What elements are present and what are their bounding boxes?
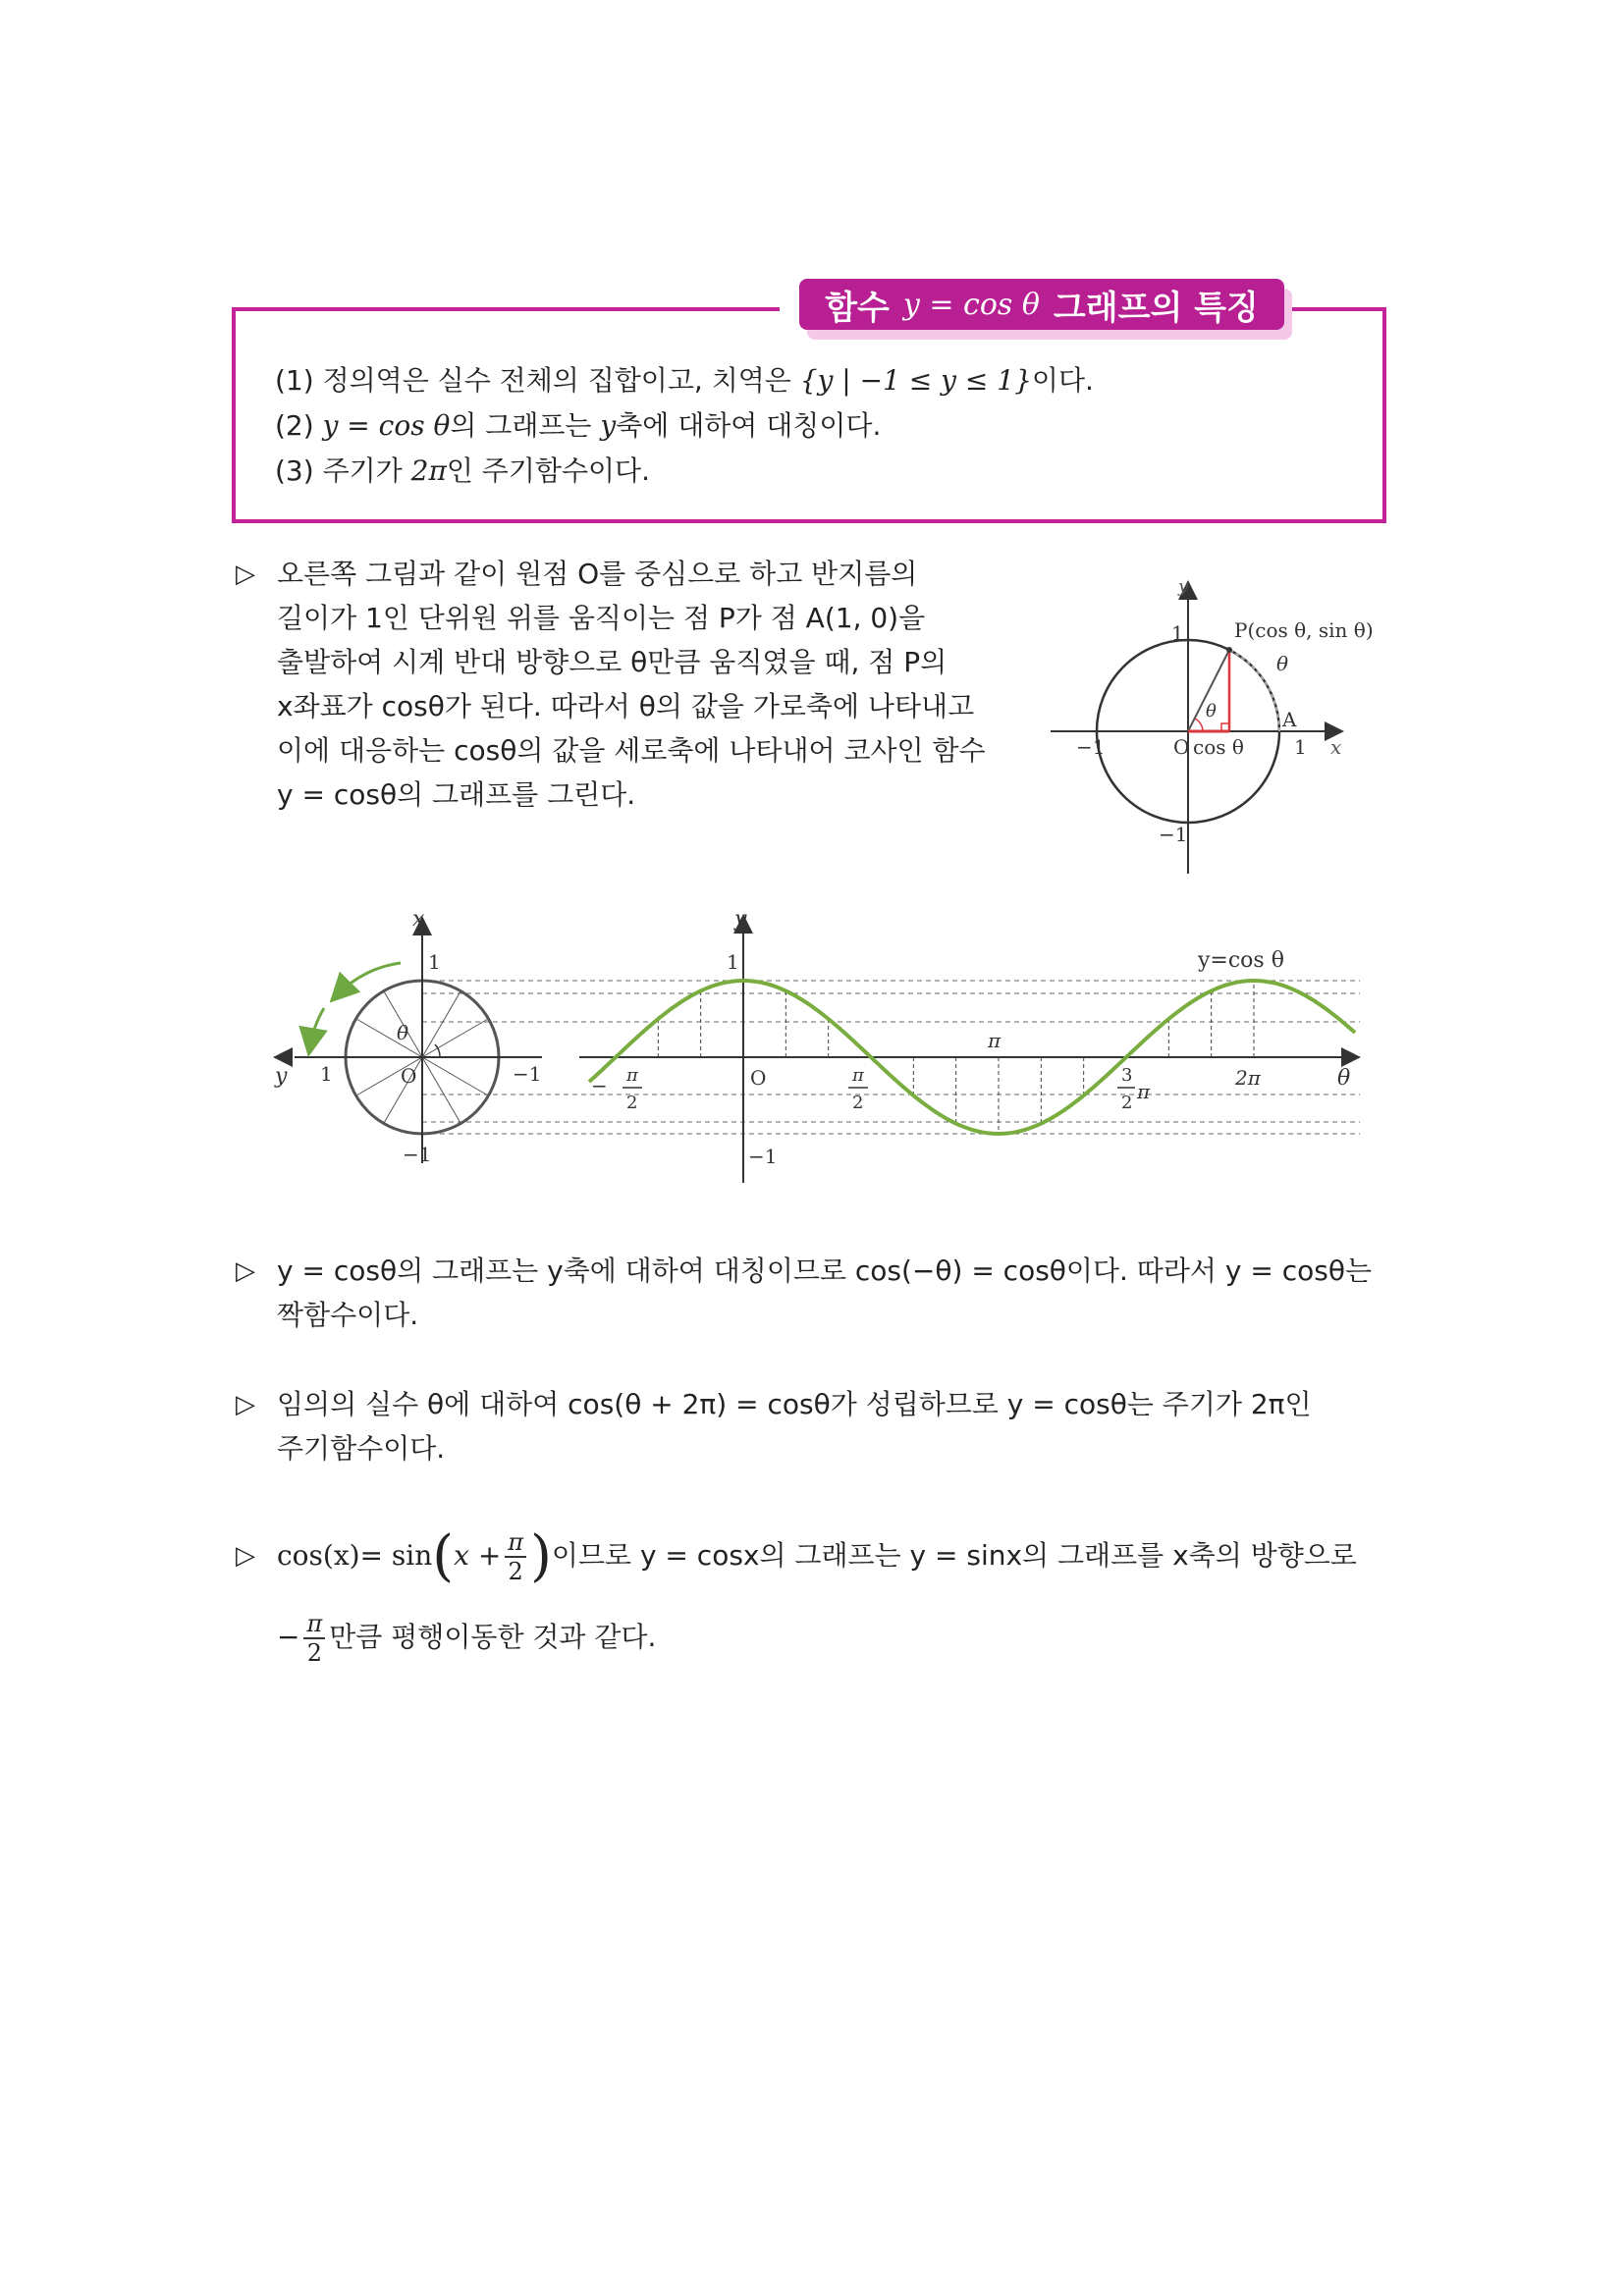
rotation-arrow-1: [338, 963, 401, 994]
circle-x-label: x: [412, 907, 425, 932]
circle-origin: O: [401, 1064, 417, 1088]
explanation-line-2: 길이가 1인 단위원 위를 움직이는 점 P가 점 A(1, 0)을: [277, 602, 926, 634]
circle-one-left: 1: [320, 1062, 333, 1086]
uc-point-label: P(cos θ, sin θ): [1234, 618, 1374, 642]
curve-label: y=cos θ: [1198, 948, 1284, 973]
circle-one-top: 1: [428, 950, 441, 974]
explanation-line-1: 오른쪽 그림과 같이 원점 O를 중심으로 하고 반지름의: [277, 558, 918, 590]
main-neg-one: −1: [748, 1145, 778, 1168]
tick-two-pi: 2π: [1235, 1066, 1261, 1090]
remark2-line1: 임의의 실수 θ에 대하여 cos(θ + 2π) = cosθ가 성립하므로 y = cosθ는 주기가 2π인: [277, 1388, 1312, 1420]
uc-theta-inner: θ: [1206, 701, 1217, 721]
circle-neg-one-bottom: −1: [403, 1143, 432, 1166]
arc-theta: [1229, 650, 1279, 731]
remark3-line2: − $\frac{\pi}{2}$ 만큼 평행이동한 것과 같다.: [277, 1610, 657, 1667]
uc-one-right: 1: [1294, 735, 1307, 759]
title-equation: y = cos θ: [902, 287, 1040, 322]
angle-arc: [1195, 719, 1203, 731]
uc-origin: O: [1173, 735, 1190, 759]
explanation-line-6: y = cosθ의 그래프를 그린다.: [277, 778, 636, 811]
uc-theta-outer: θ: [1276, 652, 1289, 675]
tick-neg-half-pi-den: 2: [626, 1093, 638, 1113]
explanation-line-5: 이에 대응하는 cosθ의 값을 세로축에 나타내어 코사인 함수: [277, 734, 986, 767]
uc-x-label: x: [1330, 735, 1342, 759]
bullet-icon-4: ▷: [236, 1541, 255, 1571]
circle-y-label: y: [275, 1064, 288, 1089]
title-prefix: 함수: [825, 288, 890, 328]
tick-neg-half-pi-num: π: [626, 1065, 638, 1086]
uc-one-top: 1: [1171, 621, 1184, 645]
remark3-frac-2: $\frac{\pi}{2}$: [303, 1610, 325, 1667]
main-one: 1: [727, 950, 739, 974]
explanation-line-4: x좌표가 cosθ가 된다. 따라서 θ의 값을 가로축에 나타내고: [277, 690, 975, 722]
tick-3-half-pi-den: 2: [1121, 1093, 1133, 1113]
property-2: (2) y = cos θ의 그래프는 y축에 대하여 대칭이다.: [275, 409, 882, 442]
uc-neg-one-left: −1: [1076, 735, 1106, 759]
uc-y-label: y: [1178, 576, 1189, 597]
main-y-label: y: [734, 907, 747, 932]
uc-neg-one-bottom: −1: [1159, 823, 1188, 846]
uc-a-label: A: [1282, 708, 1297, 731]
explanation-line-3: 출발하여 시계 반대 방향으로 θ만큼 움직였을 때, 점 P의: [277, 646, 947, 678]
property-3: (3) 주기가 2π인 주기함수이다.: [275, 454, 650, 487]
tick-3-half-pi-sym: π: [1137, 1080, 1151, 1103]
bullet-icon-3: ▷: [236, 1390, 255, 1419]
main-origin: O: [750, 1066, 767, 1090]
bullet-icon-2: ▷: [236, 1256, 255, 1286]
remark3-line1: cos(x)= sin(x + $\frac{\pi}{2}$ )이므로 y = cosx의 그래프는 y = sinx의 그래프를 x축의 방향으로: [277, 1524, 1357, 1588]
circle-neg-one-right: −1: [513, 1062, 542, 1086]
circle-angle-arc: [435, 1044, 440, 1057]
point-p: [1226, 647, 1232, 653]
main-theta-label: θ: [1337, 1066, 1351, 1091]
tick-neg-sign: −: [591, 1074, 608, 1097]
tick-3-half-pi-num: 3: [1121, 1065, 1133, 1086]
remark3-frac: $\frac{\pi}{2}$: [505, 1528, 526, 1585]
remark1-line1: y = cosθ의 그래프는 y축에 대하여 대칭이므로 cos(−θ) = cosθ이다. 따라서 y = cosθ는: [277, 1255, 1372, 1287]
uc-cos-label: cos θ: [1193, 735, 1244, 759]
tick-pi: π: [988, 1029, 1001, 1052]
remark2-line2: 주기함수이다.: [277, 1432, 446, 1465]
cosine-graph-figure: [265, 898, 1365, 1193]
section-title: [799, 279, 1284, 330]
tick-half-pi-den: 2: [852, 1093, 864, 1113]
circle-theta: θ: [397, 1021, 409, 1044]
title-suffix: 그래프의 특징: [1053, 288, 1259, 328]
property-1: (1) 정의역은 실수 전체의 집합이고, 치역은 {y | −1 ≤ y ≤ 1}이다.: [275, 364, 1094, 397]
bullet-icon: ▷: [236, 560, 255, 589]
unit-circle-figure: [1041, 574, 1394, 879]
remark1-line2: 짝함수이다.: [277, 1299, 419, 1331]
rotation-arrow-2: [310, 1008, 324, 1045]
tick-half-pi-num: π: [852, 1065, 864, 1086]
